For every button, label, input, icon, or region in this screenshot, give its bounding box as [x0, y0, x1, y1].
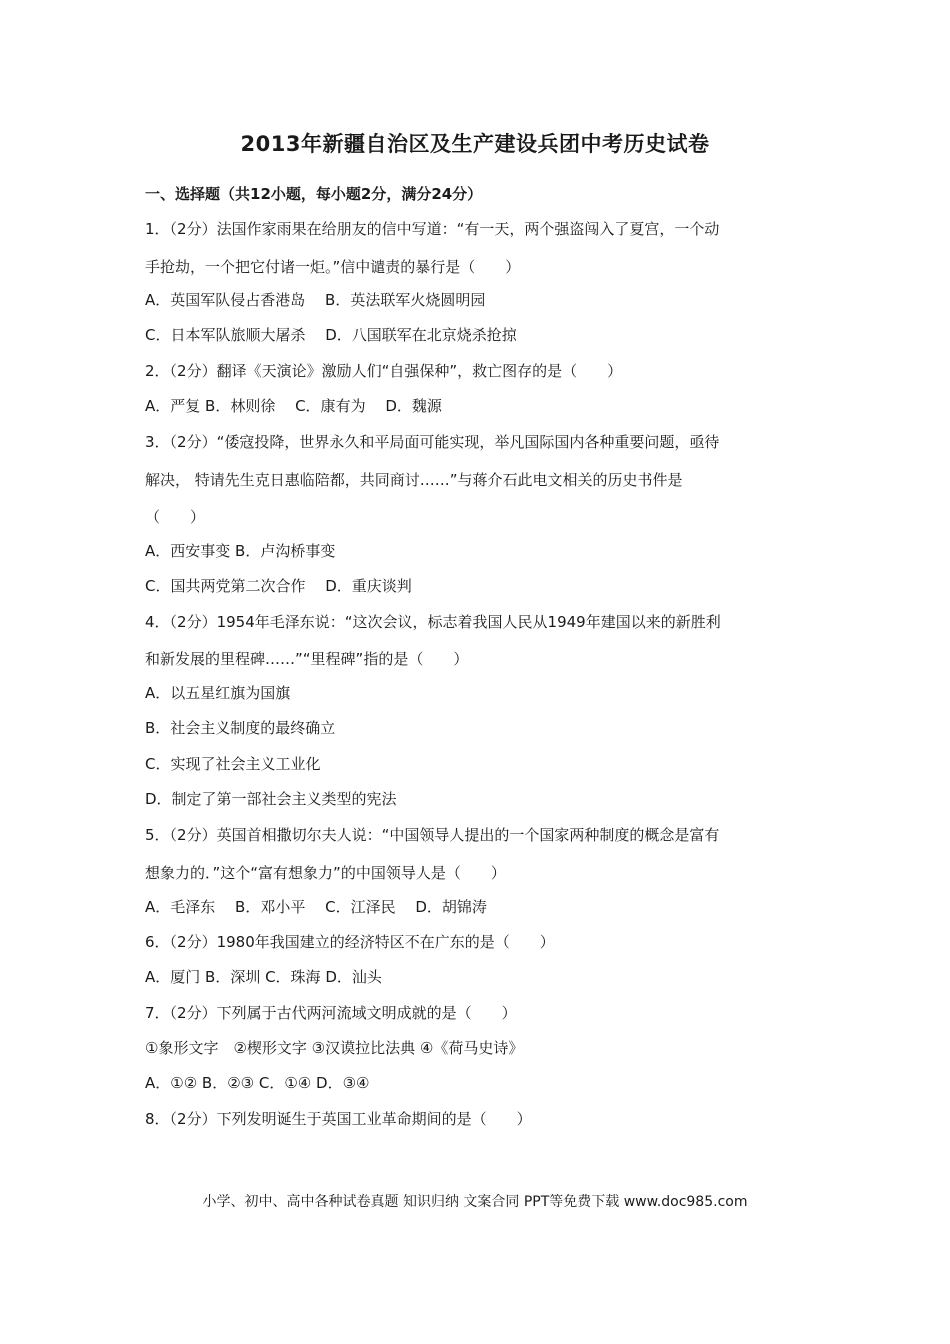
question-5-option-line-1: A．毛泽东 B．邓小平 C．江泽民 D．胡锦涛: [145, 898, 487, 916]
question-7-option-line-1: A．①② B．②③ C．①④ D．③④: [145, 1074, 370, 1092]
question-5-stem-line-1: 5．（2分）英国首相撒切尔夫人说：“中国领导人提出的一个国家两种制度的概念是富有: [145, 826, 720, 844]
question-3-stem-line-3: （ ）: [145, 508, 206, 526]
page-footer: 小学、初中、高中各种试卷真题 知识归纳 文案合同 PPT等免费下载 www.doc985.com: [202, 1194, 748, 1210]
question-7-stem-line-1: 7．（2分）下列属于古代两河流域文明成就的是（ ）: [145, 1004, 517, 1022]
exam-title: 2013年新疆自治区及生产建设兵团中考历史试卷: [240, 132, 710, 156]
question-3-stem-line-1: 3．（2分）“倭寇投降，世界永久和平局面可能实现，举凡国际国内各种重要问题，亟待: [145, 433, 720, 451]
section-heading: 一、选择题（共12小题，每小题2分，满分24分）: [145, 185, 483, 203]
question-8-stem-line-1: 8．（2分）下列发明诞生于英国工业革命期间的是（ ）: [145, 1110, 532, 1128]
question-2-option-line-1: A．严复 B．林则徐 C．康有为 D．魏源: [145, 397, 442, 415]
question-4-option-line-4: D．制定了第一部社会主义类型的宪法: [145, 790, 397, 808]
question-1-option-line-1: A．英国军队侵占香港岛 B．英法联军火烧圆明园: [145, 291, 486, 309]
question-2-stem-line-1: 2．（2分）翻译《天演论》激励人们“自强保种”，救亡图存的是（ ）: [145, 362, 623, 380]
question-6-option-line-1: A．厦门 B．深圳 C．珠海 D．汕头: [145, 968, 382, 986]
question-3-stem-line-2: 解决， 特请先生克日惠临陪都，共同商讨……”与蒋介石此电文相关的历史书件是: [145, 471, 683, 489]
question-4-stem-line-2: 和新发展的里程碑……”“里程碑”指的是（ ）: [145, 650, 469, 668]
question-1-option-line-2: C．日本军队旅顺大屠杀 D．八国联军在北京烧杀抢掠: [145, 326, 517, 344]
question-4-option-line-1: A．以五星红旗为国旗: [145, 684, 291, 702]
question-1-stem-line-2: 手抢劫，一个把它付诸一炬。”信中谴责的暴行是（ ）: [145, 258, 521, 276]
question-1-stem-line-1: 1．（2分）法国作家雨果在给朋友的信中写道：“有一天，两个强盗闯入了夏宫，一个动: [145, 220, 720, 238]
question-3-option-line-2: C．国共两党第二次合作 D．重庆谈判: [145, 577, 412, 595]
question-5-stem-line-2: 想象力的．”这个“富有想象力”的中国领导人是（ ）: [145, 864, 506, 882]
question-7-stem-line-2: ①象形文字 ②楔形文字 ③汉谟拉比法典 ④《荷马史诗》: [145, 1039, 524, 1057]
question-6-stem-line-1: 6．（2分）1980年我国建立的经济特区不在广东的是（ ）: [145, 933, 555, 951]
question-4-stem-line-1: 4．（2分）1954年毛泽东说：“这次会议，标志着我国人民从1949年建国以来的新胜利: [145, 613, 721, 631]
question-3-option-line-1: A．西安事变 B．卢沟桥事变: [145, 542, 336, 560]
question-4-option-line-2: B．社会主义制度的最终确立: [145, 719, 336, 737]
question-4-option-line-3: C．实现了社会主义工业化: [145, 755, 321, 773]
